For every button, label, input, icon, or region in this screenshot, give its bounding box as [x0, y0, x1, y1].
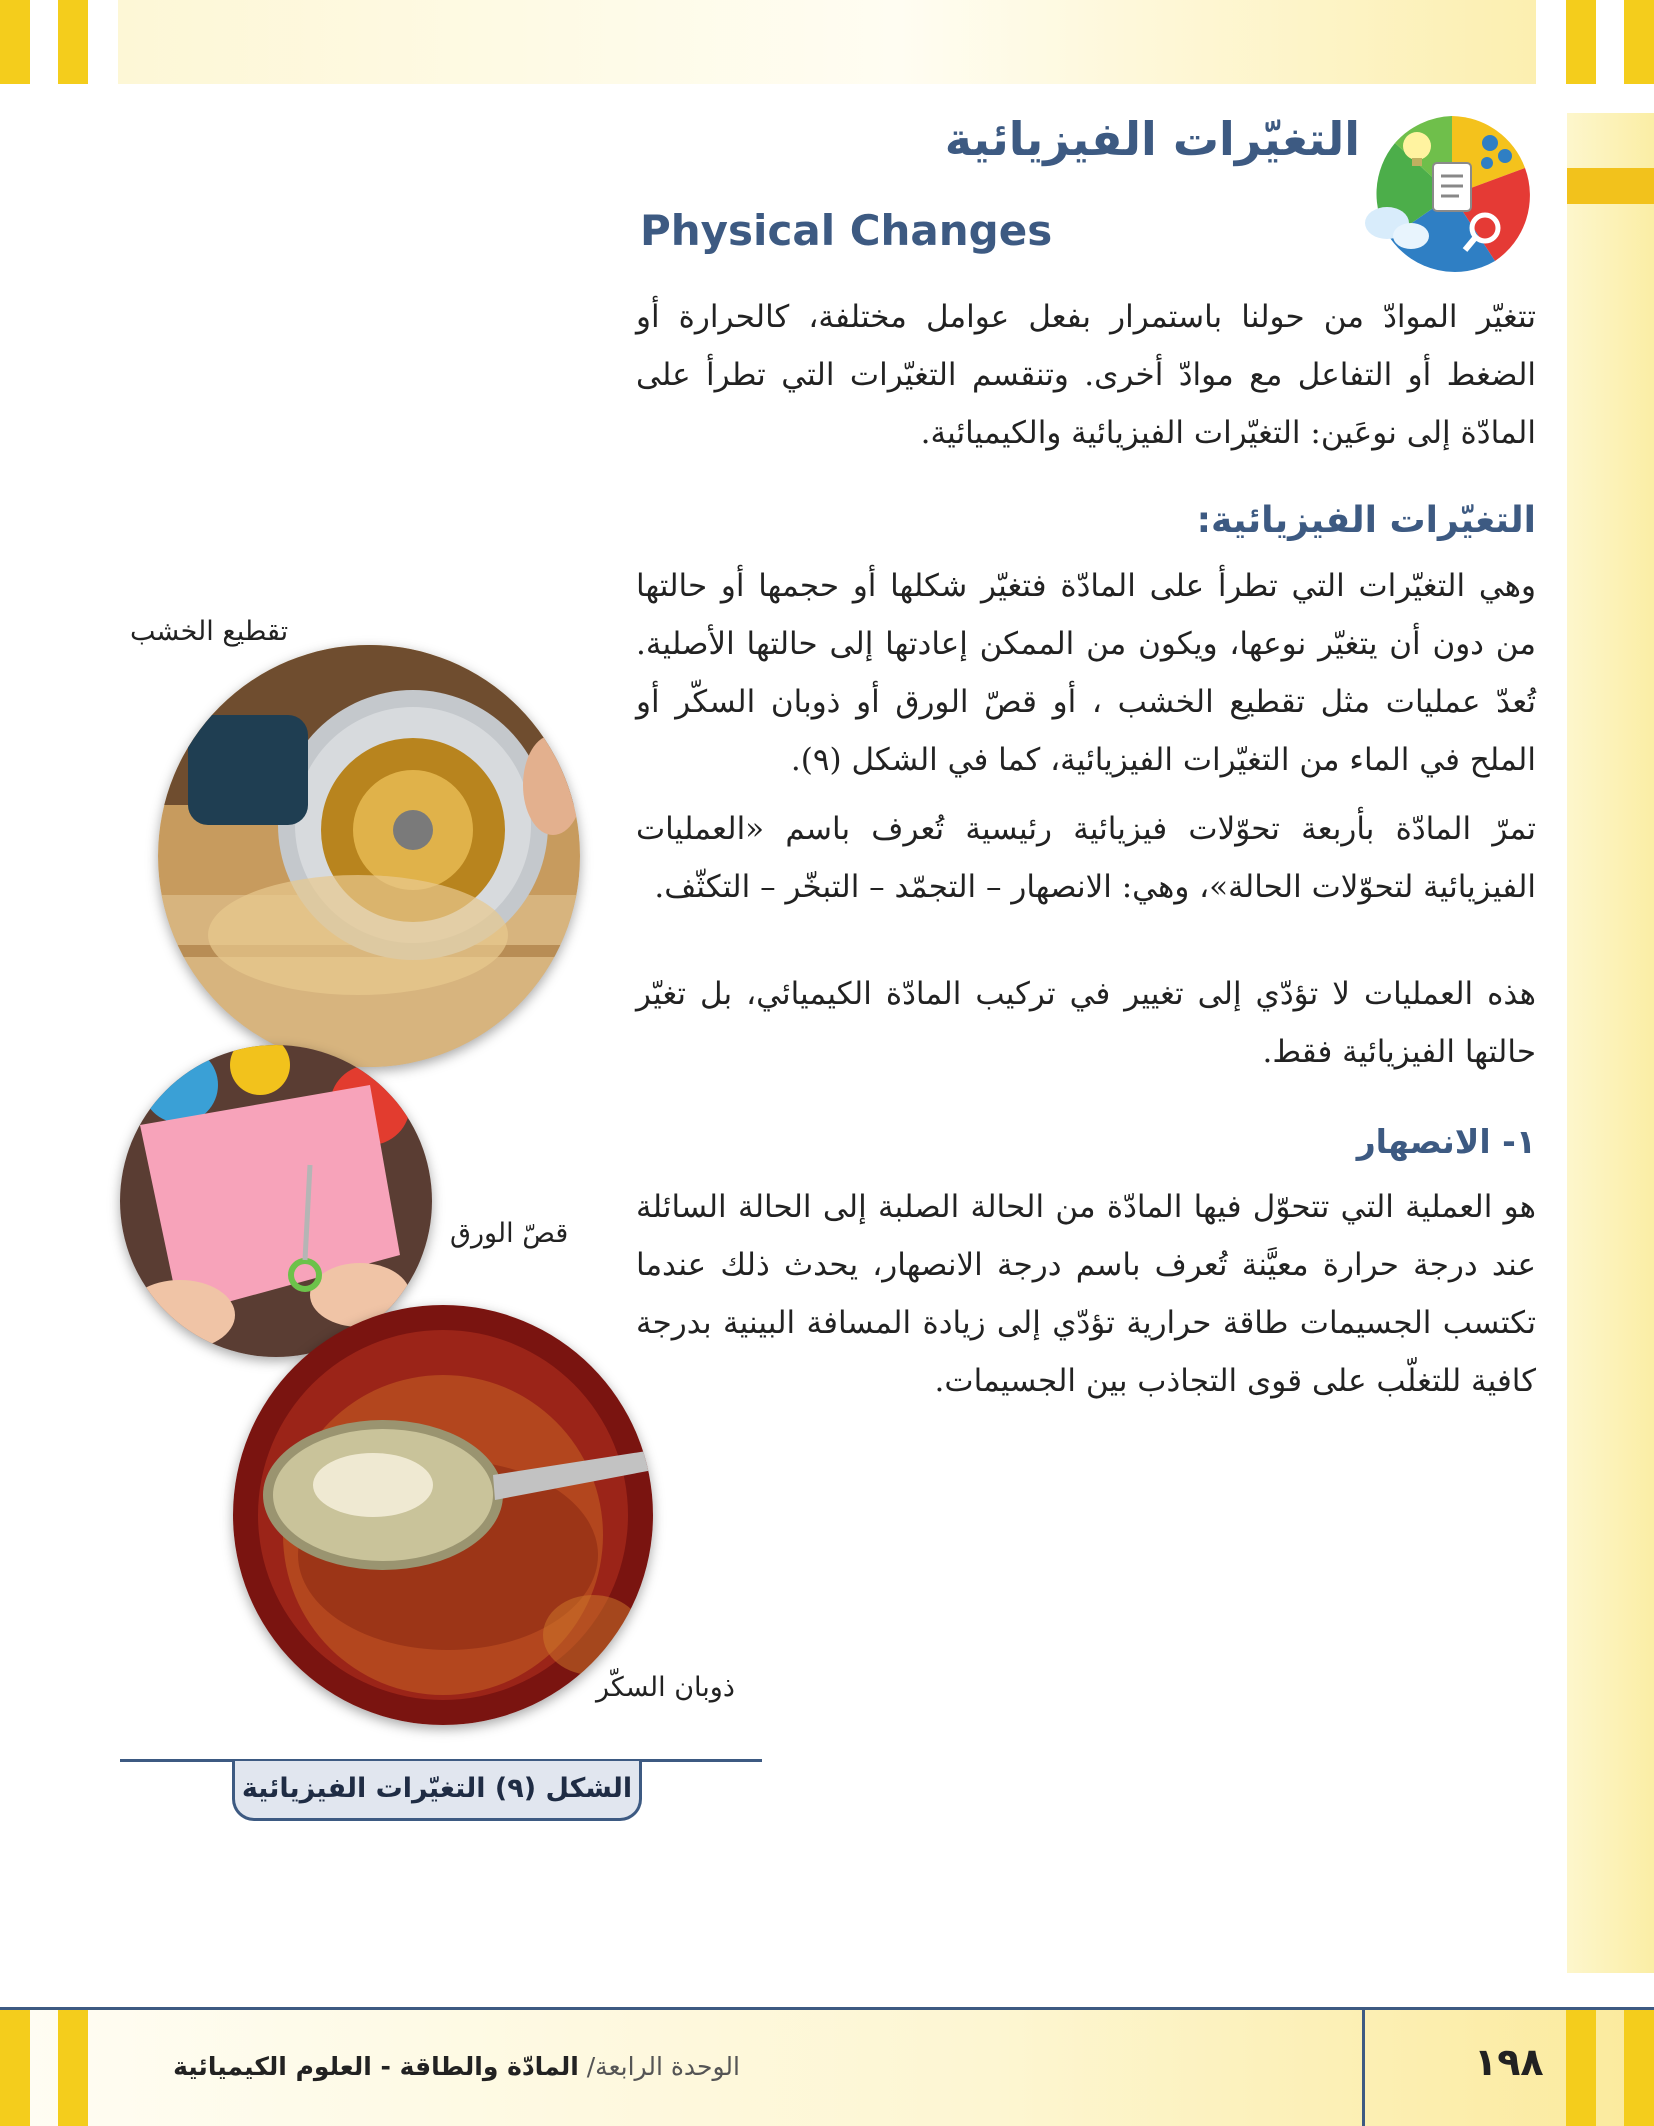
unit-name: المادّة والطاقة - العلوم الكيميائية [173, 2052, 579, 2081]
footer-stripe [1624, 2010, 1654, 2126]
page-title-arabic: التغيّرات الفيزيائية [944, 112, 1360, 166]
top-band-gradient [118, 0, 1536, 84]
page-title-english: Physical Changes [640, 206, 1053, 255]
top-band-stripe [1624, 0, 1654, 84]
figure-label: الشكل (٩) التغيّرات الفيزيائية [232, 1761, 642, 1821]
footer-separator [1362, 2010, 1365, 2126]
paper-cutting-photo [120, 1045, 432, 1357]
right-side-band [1567, 113, 1654, 1973]
state-changes-paragraph: تمرّ المادّة بأربعة تحوّلات فيزيائية رئيسية تُعرف باسم «العمليات الفيزيائية لتحوّلات الحالة»، وهي: الانصهار – التجمّد – التبخّر – التكثّف. [636, 811, 1536, 905]
sugar-dissolving-photo [233, 1305, 653, 1725]
footer-stripe [58, 2010, 88, 2126]
unit-title [173, 2052, 740, 2081]
section-heading-physical-changes: التغيّرات الفيزيائية: [1196, 500, 1536, 541]
caption-wood-cutting: تقطيع الخشب [130, 616, 289, 647]
page-number: ١٩٨ [1474, 2040, 1544, 2084]
top-decor-band [0, 0, 1654, 84]
footer-stripe [0, 2010, 30, 2126]
intro-paragraph: تتغيّر الموادّ من حولنا باستمرار بفعل عوامل مختلفة، كالحرارة أو الضغط أو التفاعل مع موادّ أخرى. وتنقسم التغيّرات التي تطرأ على المادّة إلى نوعَين: التغيّرات الفيزيائية والكيميائية. [636, 299, 1536, 451]
footer-stripe [1566, 2010, 1596, 2126]
wood-cutting-photo [158, 645, 580, 1067]
top-band-stripe [1566, 0, 1596, 84]
composition-note-paragraph: هذه العمليات لا تؤدّي إلى تغيير في تركيب المادّة الكيميائي، بل تغيّر حالتها الفيزيائية فقط. [636, 976, 1536, 1070]
caption-paper-cutting: قصّ الورق [450, 1218, 569, 1249]
lesson-icon [1365, 108, 1540, 283]
caption-sugar-dissolving: ذوبان السكّر [596, 1672, 735, 1703]
physical-changes-definition: وهي التغيّرات التي تطرأ على المادّة فتغيّر شكلها أو حجمها أو حالتها من دون أن يتغيّر نوعها، ويكون من الممكن إعادتها إلى حالتها الأصلية. تُعدّ عمليات مثل تقطيع الخشب ، أو قصّ الورق أو ذوبان السكّر أو الملح في الماء من التغيّرات الفيزيائية، كما في الشكل (٩). [636, 568, 1536, 778]
top-band-stripe [0, 0, 30, 84]
unit-prefix: الوحدة الرابعة/ [578, 2052, 740, 2081]
right-side-tab [1567, 168, 1654, 204]
section-heading-melting: ١- الانصهار [1356, 1122, 1536, 1161]
melting-paragraph: هو العملية التي تتحوّل فيها المادّة من الحالة الصلبة إلى الحالة السائلة عند درجة حرارة معيَّنة تُعرف باسم درجة الانصهار، يحدث ذلك عندما تكتسب الجسيمات طاقة حرارية تؤدّي إلى زيادة المسافة البينية بدرجة كافية للتغلّب على قوى التجاذب بين الجسيمات. [636, 1189, 1536, 1399]
top-band-stripe [58, 0, 88, 84]
